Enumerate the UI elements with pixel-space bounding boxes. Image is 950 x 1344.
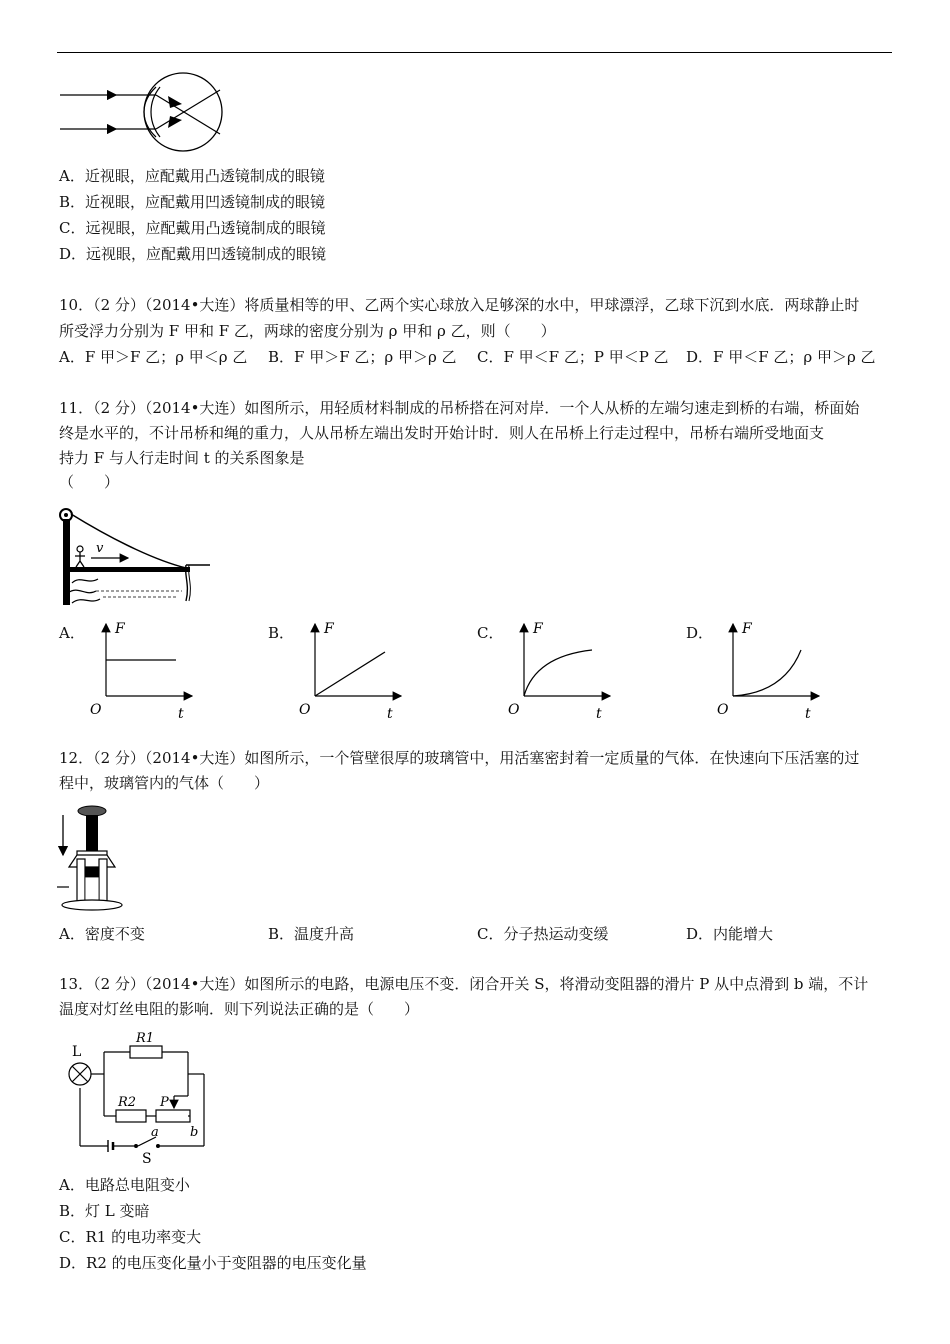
q10-stem-line2: 所受浮力分别为 F 甲和 F 乙，两球的密度分别为 ρ 甲和 ρ 乙，则（ ） (59, 322, 556, 340)
q9-option-d: D．远视眼，应配戴用凹透镜制成的眼镜 (59, 245, 327, 263)
q13-stem-line2: 温度对灯丝电阻的影响．则下列说法正确的是（ ） (59, 1000, 420, 1018)
q11-stem-line4: （ ） (59, 473, 120, 491)
graph-c (506, 618, 618, 722)
q10-option-d: D．F 甲＜F 乙；ρ 甲＞ρ 乙 (686, 348, 876, 366)
q11-option-b-letter: B． (268, 624, 295, 642)
graph-c-curve (524, 650, 592, 696)
graph-d-origin: O (717, 702, 729, 718)
circuit-r1-label: R1 (136, 1031, 155, 1046)
graph-b-origin: O (299, 702, 311, 718)
graph-b-x-label: t (387, 706, 393, 722)
eye-diagram (58, 72, 228, 162)
q12-option-c: C．分子热运动变缓 (477, 925, 609, 943)
circuit-switch-label: S (142, 1151, 152, 1167)
velocity-label: v (96, 541, 104, 556)
graph-c-x-label: t (596, 706, 602, 722)
graph-b-curve (315, 652, 385, 696)
q10-option-b: B．F 甲＞F 乙；ρ 甲＞ρ 乙 (268, 348, 457, 366)
circuit-end-b-label: b (190, 1125, 199, 1140)
graph-a-y-label: F (115, 621, 125, 637)
graph-b-y-label: F (324, 621, 334, 637)
graph-a (88, 618, 200, 722)
q9-option-c: C．远视眼，应配戴用凸透镜制成的眼镜 (59, 219, 326, 237)
graph-d-curve (733, 650, 801, 696)
q9-option-b: B．近视眼，应配戴用凹透镜制成的眼镜 (59, 193, 326, 211)
q10-option-a: A．F 甲＞F 乙；ρ 甲＜ρ 乙 (59, 348, 248, 366)
graph-d-y-label: F (742, 621, 752, 637)
q13-stem-line1: 13．（2 分）（2014•大连）如图所示的电路，电源电压不变．闭合开关 S，将滑动变阻器的滑片 P 从中点滑到 b 端，不计 (59, 975, 869, 993)
q11-stem-line2: 终是水平的，不计吊桥和绳的重力，人从吊桥左端出发时开始计时．则人在吊桥上行走过程中，吊桥右端所受地面支 (59, 424, 825, 442)
graph-b (297, 618, 409, 722)
q13-option-c: C．R1 的电功率变大 (59, 1228, 202, 1246)
q12-option-a: A．密度不变 (59, 925, 145, 943)
circuit-r2-label: R2 (118, 1095, 137, 1110)
circuit-lamp-label: L (72, 1044, 82, 1060)
q13-option-d: D．R2 的电压变化量小于变阻器的电压变化量 (59, 1254, 367, 1272)
circuit-slider-label: P (160, 1095, 169, 1110)
q10-option-c: C．F 甲＜F 乙；P 甲＜P 乙 (477, 348, 669, 366)
graph-d-x-label: t (805, 706, 811, 722)
q11-option-a-letter: A． (59, 624, 85, 642)
q11-stem-line1: 11．（2 分）（2014•大连）如图所示，用轻质材料制成的吊桥搭在河对岸．一个人从桥的左端匀速走到桥的右端，桥面始 (59, 399, 860, 417)
graph-a-origin: O (90, 702, 102, 718)
q12-option-d: D．内能增大 (686, 925, 774, 943)
circuit-diagram (58, 1030, 218, 1165)
drawbridge-diagram (58, 503, 210, 607)
graph-a-x-label: t (178, 706, 184, 722)
circuit-end-a-label: a (151, 1125, 159, 1140)
header-rule (57, 52, 892, 53)
q13-option-a: A．电路总电阻变小 (59, 1176, 190, 1194)
graph-c-y-label: F (533, 621, 543, 637)
q12-stem-line1: 12．（2 分）（2014•大连）如图所示，一个管壁很厚的玻璃管中，用活塞密封着一定质量的气体．在快速向下压活塞的过 (59, 749, 860, 767)
q11-option-d-letter: D． (686, 624, 714, 642)
q10-stem-line1: 10．（2 分）（2014•大连）将质量相等的甲、乙两个实心球放入足够深的水中，甲球漂浮，乙球下沉到水底．两球静止时 (59, 296, 860, 314)
piston-diagram (55, 803, 125, 911)
graph-d (715, 618, 827, 722)
q11-stem-line3: 持力 F 与人行走时间 t 的关系图象是 (59, 449, 305, 467)
q13-option-b: B．灯 L 变暗 (59, 1202, 150, 1220)
q12-stem-line2: 程中，玻璃管内的气体（ ） (59, 774, 270, 792)
q9-option-a: A．近视眼，应配戴用凸透镜制成的眼镜 (59, 167, 325, 185)
graph-c-origin: O (508, 702, 520, 718)
q12-option-b: B．温度升高 (268, 925, 355, 943)
q11-option-c-letter: C． (477, 624, 504, 642)
